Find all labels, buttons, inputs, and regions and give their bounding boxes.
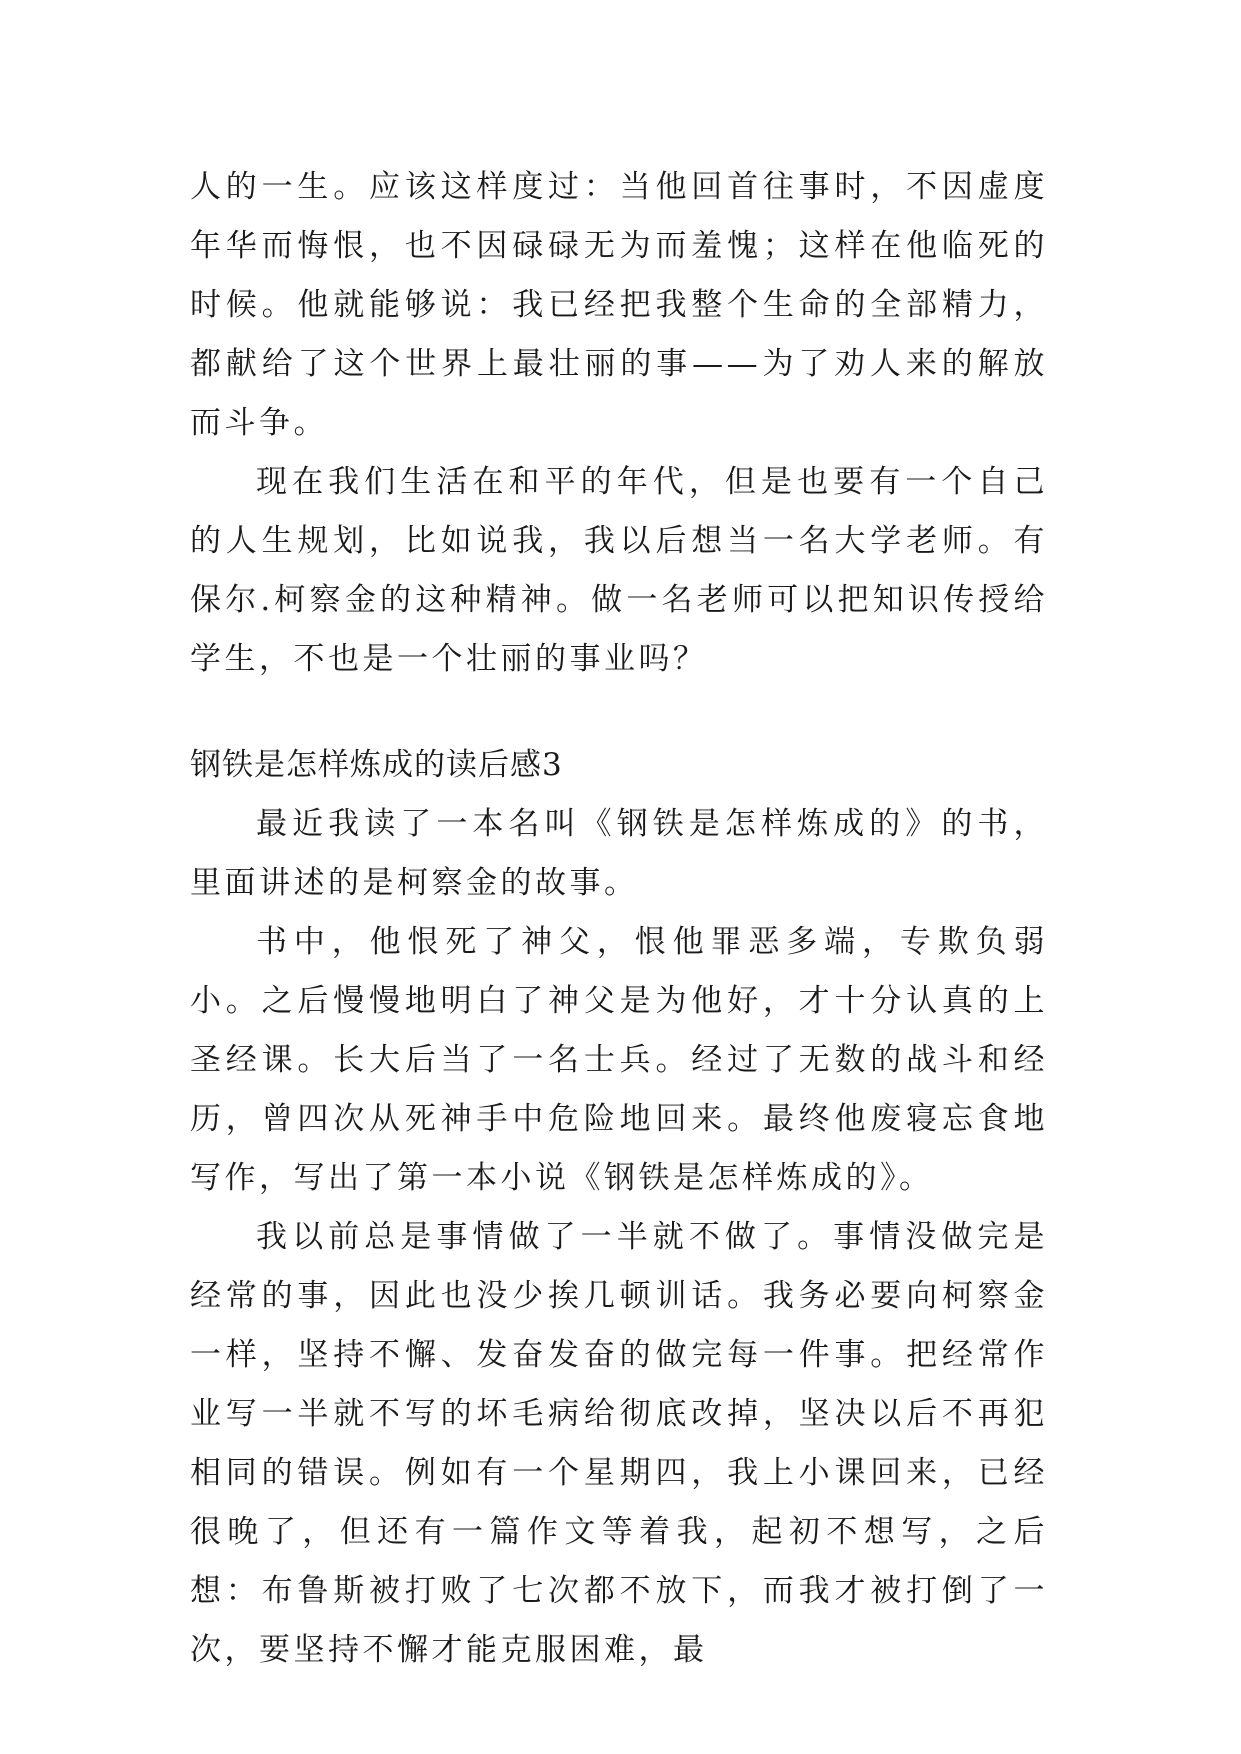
paragraph-life-quote: 人的一生。应该这样度过：当他回首往事时，不因虚度年华而悔恨，也不因碌碌无为而羞愧；这样在他临死的时候。他就能够说：我已经把我整个生命的全部精力，都献给了这个世界上最壮丽的事——为了劝人来的解放而斗争。: [190, 169, 1048, 441]
document-body: [190, 158, 1048, 1680]
section-title: 钢铁是怎样炼成的读后感3: [190, 747, 563, 783]
section-gap: [190, 689, 1048, 736]
paragraph-story: 书中，他恨死了神父，恨他罪恶多端，专欺负弱小。之后慢慢地明白了神父是为他好，才十分认真的上圣经课。长大后当了一名士兵。经过了无数的战斗和经历，曾四次从死神手中危险地回来。最终他废寝忘食地写作，写出了第一本小说《钢铁是怎样炼成的》。: [190, 924, 1048, 1196]
paragraph-life-plan: 现在我们生活在和平的年代，但是也要有一个自己的人生规划，比如说我，我以后想当一名大学老师。有保尔.柯察金的这种精神。做一名老师可以把知识传授给学生，不也是一个壮丽的事业吗？: [190, 464, 1048, 677]
paragraph-reflection: 我以前总是事情做了一半就不做了。事情没做完是经常的事，因此也没少挨几顿训话。我务必要向柯察金一样，坚持不懈、发奋发奋的做完每一件事。把经常作业写一半就不写的坏毛病给彻底改掉，坚决以后不再犯相同的错误。例如有一个星期四，我上小课回来，已经很晚了，但还有一篇作文等着我，起初不想写，之后想：布鲁斯被打败了七次都不放下，而我才被打倒了一次，要坚持不懈才能克服困难，最: [190, 1219, 1048, 1668]
paragraph-intro: 最近我读了一本名叫《钢铁是怎样炼成的》的书，里面讲述的是柯察金的故事。: [190, 806, 1048, 901]
